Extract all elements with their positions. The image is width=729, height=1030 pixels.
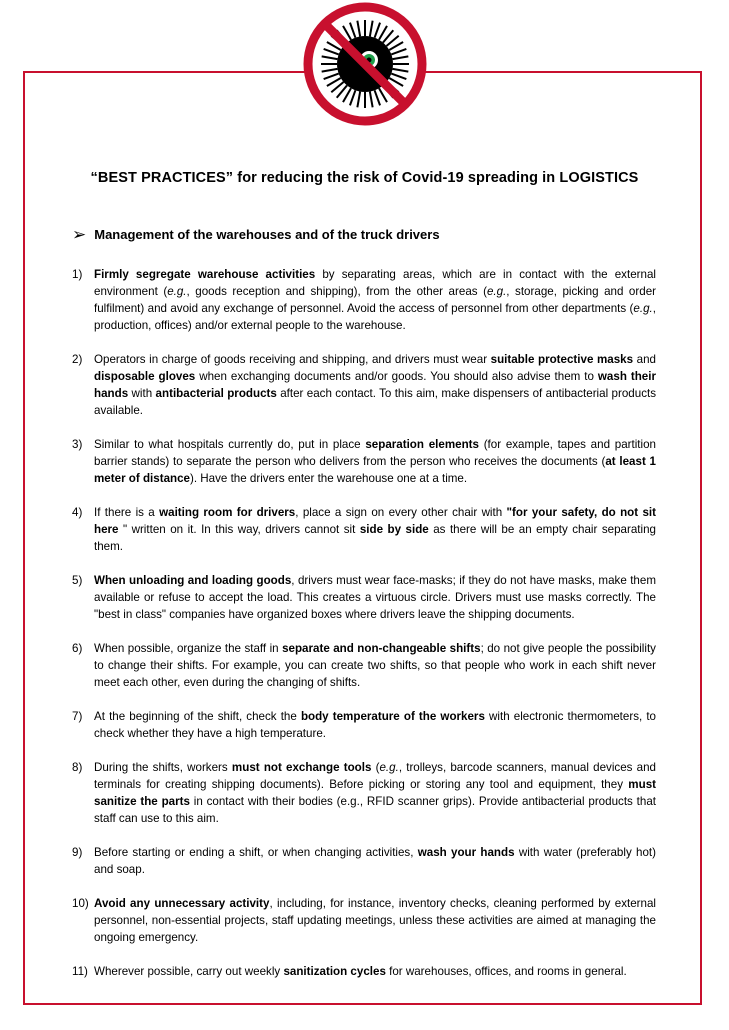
item-text [94, 895, 656, 946]
item-text [94, 759, 656, 827]
text-run: , production, offices) and/or external people to the warehouse. [94, 302, 656, 332]
italic-text: e.g. [167, 285, 187, 298]
bold-text: at least 1 meter of distance [94, 455, 657, 485]
bold-text: suitable protective masks [490, 353, 634, 366]
text-run: Before starting or ending a shift, or when changing activities, [94, 846, 418, 859]
text-run: for warehouses, offices, and rooms in general. [385, 965, 627, 978]
text-run: " written on it. In this way, drivers cannot sit [118, 523, 360, 536]
bold-text: wash your hands [417, 846, 515, 859]
text-run: when exchanging documents and/or goods. You should also advise them to [195, 370, 598, 383]
list-item [72, 708, 656, 742]
item-number: 5) [72, 574, 83, 587]
no-virus-icon [303, 2, 427, 126]
text-run: , trolleys, barcode scanners, manual devices and terminals for creating shipping documents). Before picking or storing any tool and equipment, they [94, 761, 656, 791]
text-run: , drivers must wear face-masks; if they do not have masks, make them available or refuse to accept the load. This creates a virtuous circle. Drivers must use masks correctly. The "best in class" companies have organized boxes where drivers leave the shipping documents. [94, 574, 656, 621]
list-item [72, 895, 656, 946]
item-text [94, 504, 656, 555]
item-text [94, 844, 656, 878]
item-number: 8) [72, 761, 83, 774]
bold-text: disposable gloves [94, 370, 196, 383]
item-number: 3) [72, 438, 83, 451]
bold-text: separate and non-changeable shifts [282, 642, 481, 655]
item-text [94, 436, 656, 487]
text-run: , place a sign on every other chair with [295, 506, 507, 519]
bold-text: When unloading and loading goods [94, 574, 292, 587]
list-item [72, 844, 656, 878]
text-run: (for example, tapes and partition barrier stands) to separate the person who delivers from the person who receives the documents ( [94, 438, 656, 468]
text-run: Similar to what hospitals currently do, put in place [94, 438, 366, 451]
bold-text: wash their hands [94, 370, 656, 400]
text-run: When possible, organize the staff in [94, 642, 283, 655]
list-item [72, 759, 656, 827]
list-item [72, 572, 656, 623]
bold-text: waiting room for drivers [159, 506, 296, 519]
bold-text: must not exchange tools [231, 761, 372, 774]
item-number: 9) [72, 846, 83, 859]
best-practices-list [72, 266, 656, 980]
text-run: At the beginning of the shift, check the [94, 710, 301, 723]
bold-text: sanitization cycles [283, 965, 386, 978]
bold-text: body temperature of the workers [300, 710, 485, 723]
item-number: 6) [72, 642, 83, 655]
text-run: ; do not give people the possibility to change their shifts. For example, you can create two shifts, so that people who work in each shift never meet each other, even during the changing of shifts. [94, 642, 656, 689]
list-item [72, 436, 656, 487]
bold-text: antibacterial products [155, 387, 277, 400]
text-run: as there will be an empty chair separating them. [94, 523, 656, 553]
text-run: and [633, 353, 657, 366]
text-run: after each contact. To this aim, make dispensers of antibacterial products available. [94, 387, 657, 417]
arrow-bullet-icon: ➢ [72, 225, 87, 244]
text-run: Operators in charge of goods receiving and shipping, and drivers must wear [94, 353, 491, 366]
text-run: with electronic thermometers, to check whether they have a high temperature. [94, 710, 656, 740]
item-number: 11) [72, 965, 88, 978]
document-title: “BEST PRACTICES” for reducing the risk of Covid-19 spreading in LOGISTICS [90, 170, 639, 186]
item-text [94, 351, 656, 419]
list-item [72, 266, 656, 334]
italic-text: e.g. [633, 302, 653, 315]
text-run: by separating areas, which are in contact with the external environment ( [94, 268, 656, 298]
item-text [94, 266, 656, 334]
bold-text: Avoid any unnecessary activity [94, 897, 270, 910]
bold-text: "for your safety, do not sit here [94, 506, 657, 536]
section-heading [72, 226, 440, 243]
bold-text: side by side [359, 523, 429, 536]
text-run: ). Have the drivers enter the warehouse one at a time. [190, 472, 468, 485]
text-run: During the shifts, workers [94, 761, 232, 774]
bold-text: must sanitize the parts [94, 778, 656, 808]
item-text [94, 640, 656, 691]
bold-text: separation elements [365, 438, 479, 451]
italic-text: e.g. [379, 761, 399, 774]
item-text [94, 572, 656, 623]
item-number: 4) [72, 506, 83, 519]
item-number: 1) [72, 268, 83, 281]
text-run: with water (preferably hot) and soap. [94, 846, 656, 876]
text-run: ( [371, 761, 380, 774]
item-text [94, 963, 656, 980]
text-run: , goods reception and shipping), from the other areas ( [186, 285, 487, 298]
text-run: , including, for instance, inventory checks, cleaning performed by external personnel, non-essential projects, staff updating meetings, unless these activities are aimed at managing the ongoing emergency. [94, 897, 656, 944]
list-item [72, 351, 656, 419]
bold-text: Firmly segregate warehouse activities [94, 268, 316, 281]
item-text [94, 708, 656, 742]
item-number: 7) [72, 710, 83, 723]
text-run: Wherever possible, carry out weekly [94, 965, 284, 978]
list-item [72, 640, 656, 691]
text-run: with [128, 387, 156, 400]
list-item [72, 504, 656, 555]
text-run: , storage, picking and order fulfilment) and avoid any exchange of personnel. Avoid the access of personnel from other departments ( [94, 285, 656, 315]
list-item [72, 963, 656, 980]
text-run: If there is a [94, 506, 160, 519]
item-number: 2) [72, 353, 83, 366]
text-run: in contact with their bodies (e.g., RFID scanner grips). Provide antibacterial products that staff can use to this aim. [94, 795, 657, 825]
item-number: 10) [72, 897, 89, 910]
italic-text: e.g. [486, 285, 507, 298]
section-title: Management of the warehouses and of the truck drivers [94, 227, 440, 242]
